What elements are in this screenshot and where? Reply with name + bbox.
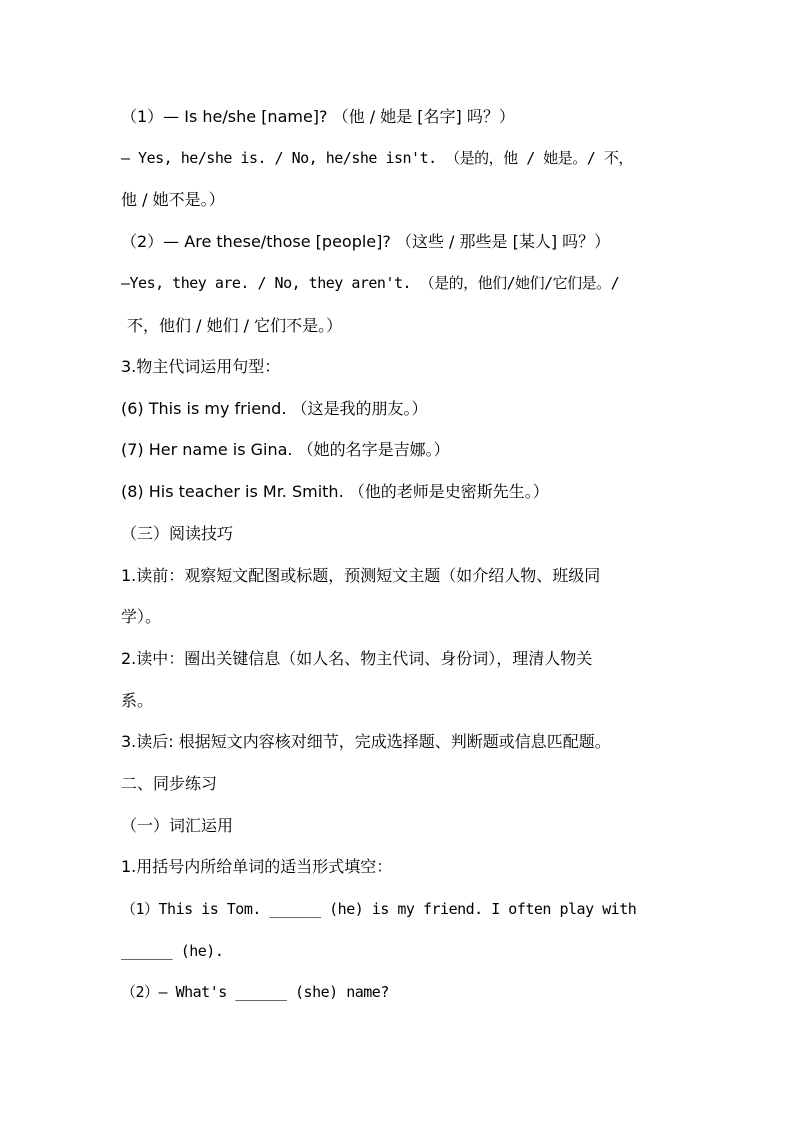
section-heading-practice: 二、同步练习	[121, 774, 218, 793]
dialogue-answer-1: — Yes, he/she is. / No, he/she isn't. （是的，他 / 她是。/ 不，	[121, 149, 633, 167]
exercise-instruction: 1.用括号内所给单词的适当形式填空：	[121, 857, 393, 876]
exercise-item-2: （2）— What's ______ (she) name?	[121, 983, 389, 1001]
section-heading-reading-skills: （三）阅读技巧	[121, 524, 234, 543]
reading-tip-1-continued: 学）。	[121, 607, 162, 626]
dialogue-answer-2-continued: 不，他们 / 她们 / 它们不是。）	[127, 316, 343, 335]
reading-tip-2: 2.读中：圈出关键信息（如人名、物主代词、身份词），理清人物关	[121, 649, 593, 668]
exercise-item-1: （1）This is Tom. ______ (he) is my friend. I often play with	[121, 900, 637, 918]
reading-tip-1: 1.读前：观察短文配图或标题，预测短文主题（如介绍人物、班级同	[121, 566, 601, 585]
dialogue-question-2: （2）— Are these/those [people]? （这些 / 那些是 [某人] 吗？）	[121, 232, 611, 251]
exercise-item-1-continued: ______ (he).	[121, 942, 224, 960]
reading-tip-3: 3.读后: 根据短文内容核对细节，完成选择题、判断题或信息匹配题。	[121, 732, 611, 751]
example-sentence-6: (6) This is my friend. （这是我的朋友。）	[121, 399, 428, 418]
section-heading-possessive-patterns: 3.物主代词运用句型：	[121, 357, 281, 376]
subsection-heading-vocabulary: （一）词汇运用	[121, 816, 234, 835]
reading-tip-2-continued: 系。	[121, 691, 154, 710]
dialogue-question-1: （1）— Is he/she [name]? （他 / 她是 [名字] 吗？）	[121, 107, 515, 126]
dialogue-answer-2: —Yes, they are. / No, they aren't. （是的，他们/她们/它们是。/	[121, 274, 620, 292]
dialogue-answer-1-continued: 他 / 她不是。）	[121, 190, 225, 209]
example-sentence-8: (8) His teacher is Mr. Smith. （他的老师是史密斯先生。）	[121, 482, 549, 501]
example-sentence-7: (7) Her name is Gina. （她的名字是吉娜。）	[121, 440, 450, 459]
